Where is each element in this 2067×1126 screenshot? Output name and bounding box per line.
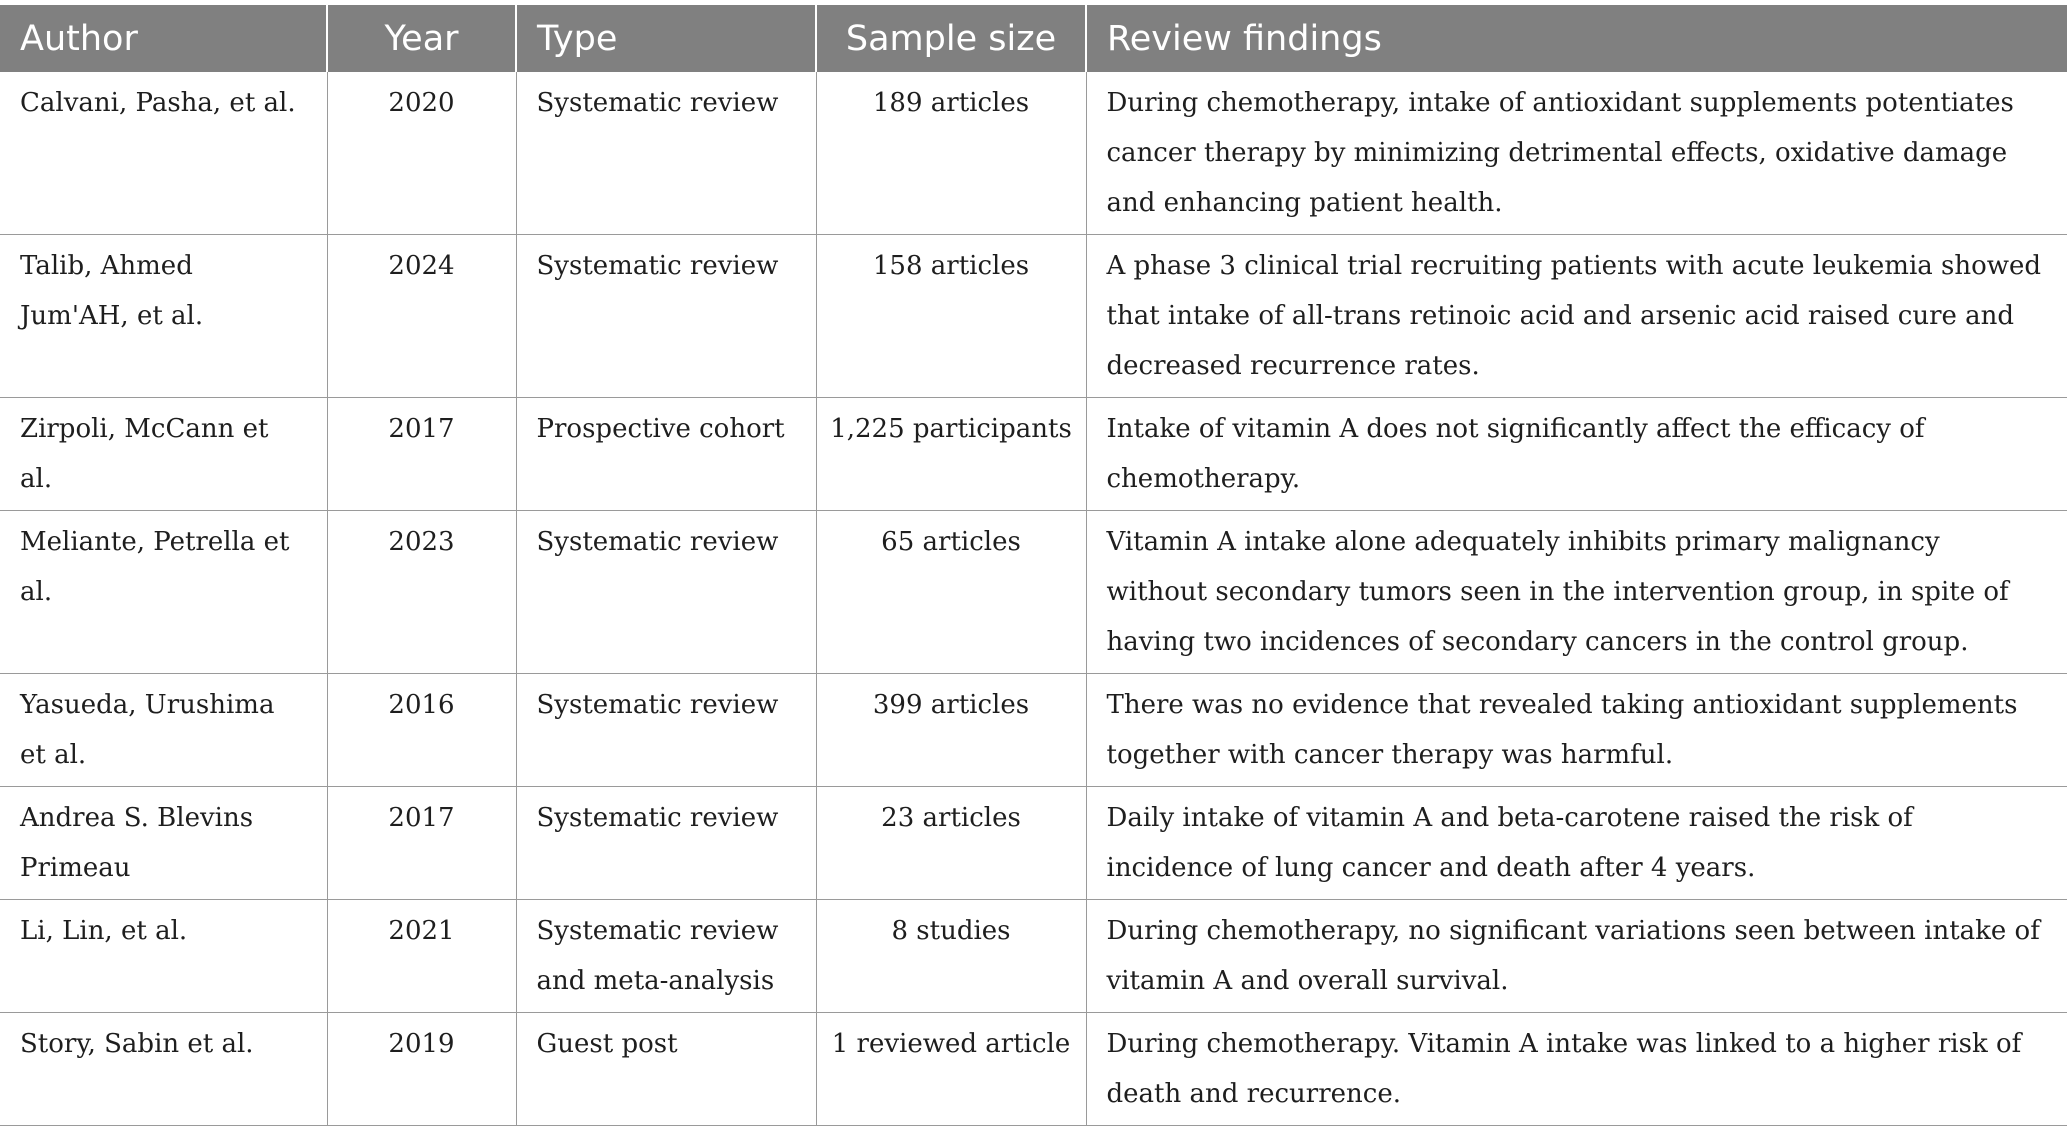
cell-sample-size: 65 articles <box>816 511 1086 674</box>
cell-year: 2016 <box>327 674 516 787</box>
cell-year: 2024 <box>327 235 516 398</box>
header-review-findings: Review findings <box>1086 5 2067 72</box>
table-row <box>0 72 2067 235</box>
table-row <box>0 674 2067 787</box>
table-row <box>0 1013 2067 1126</box>
cell-type: Systematic review <box>516 511 816 674</box>
cell-year: 2019 <box>327 1013 516 1126</box>
cell-findings: During chemotherapy, intake of antioxidant supplements potentiates cancer therapy by minimizing detrimental effects, oxidative damage and enhancing patient health. <box>1086 72 2067 235</box>
cell-type: Systematic review and meta-analysis <box>516 900 816 1013</box>
table-row <box>0 398 2067 511</box>
cell-year: 2017 <box>327 398 516 511</box>
cell-sample-size: 1 reviewed article <box>816 1013 1086 1126</box>
table-row <box>0 511 2067 674</box>
header-type: Type <box>516 5 816 72</box>
header-author: Author <box>20 18 138 59</box>
cell-year: 2023 <box>327 511 516 674</box>
cell-author: Calvani, Pasha, et al. <box>0 72 327 235</box>
cell-author: Meliante, Petrella et al. <box>0 511 327 674</box>
cell-findings: A phase 3 clinical trial recruiting patients with acute leukemia showed that intake of all-trans retinoic acid and arsenic acid raised cure and decreased recurrence rates. <box>1086 235 2067 398</box>
cell-year: 2020 <box>327 72 516 235</box>
cell-author: Story, Sabin et al. <box>0 1013 327 1126</box>
cell-type: Systematic review <box>516 72 816 235</box>
cell-author: Yasueda, Urushima et al. <box>0 674 327 787</box>
cell-type: Prospective cohort <box>516 398 816 511</box>
cell-author: Li, Lin, et al. <box>0 900 327 1013</box>
table-row <box>0 235 2067 398</box>
cell-author: Andrea S. Blevins Primeau <box>0 787 327 900</box>
table-row <box>0 787 2067 900</box>
cell-sample-size: 158 articles <box>816 235 1086 398</box>
review-table-container <box>0 5 2067 1126</box>
review-table <box>0 5 2067 1126</box>
cell-type: Systematic review <box>516 674 816 787</box>
cell-year: 2017 <box>327 787 516 900</box>
cell-findings: Vitamin A intake alone adequately inhibits primary malignancy without secondary tumors seen in the intervention group, in spite of having two incidences of secondary cancers in the control group. <box>1086 511 2067 674</box>
cell-sample-size: 8 studies <box>816 900 1086 1013</box>
cell-sample-size: 189 articles <box>816 72 1086 235</box>
cell-sample-size: 23 articles <box>816 787 1086 900</box>
cell-findings: During chemotherapy, no significant variations seen between intake of vitamin A and overall survival. <box>1086 900 2067 1013</box>
header-year: Year <box>327 5 516 72</box>
cell-findings: Intake of vitamin A does not significantly affect the efficacy of chemotherapy. <box>1086 398 2067 511</box>
cell-type: Systematic review <box>516 787 816 900</box>
cell-year: 2021 <box>327 900 516 1013</box>
header-sample-size: Sample size <box>816 5 1086 72</box>
table-row <box>0 900 2067 1013</box>
table-header-row <box>0 5 2067 72</box>
cell-type: Systematic review <box>516 235 816 398</box>
cell-sample-size: 399 articles <box>816 674 1086 787</box>
cell-sample-size: 1,225 participants <box>816 398 1086 511</box>
cell-type: Guest post <box>516 1013 816 1126</box>
cell-findings: During chemotherapy. Vitamin A intake was linked to a higher risk of death and recurrence. <box>1086 1013 2067 1126</box>
cell-findings: There was no evidence that revealed taking antioxidant supplements together with cancer therapy was harmful. <box>1086 674 2067 787</box>
cell-author: Talib, Ahmed Jum'AH, et al. <box>0 235 327 398</box>
cell-author: Zirpoli, McCann et al. <box>0 398 327 511</box>
cell-findings: Daily intake of vitamin A and beta-carotene raised the risk of incidence of lung cancer and death after 4 years. <box>1086 787 2067 900</box>
